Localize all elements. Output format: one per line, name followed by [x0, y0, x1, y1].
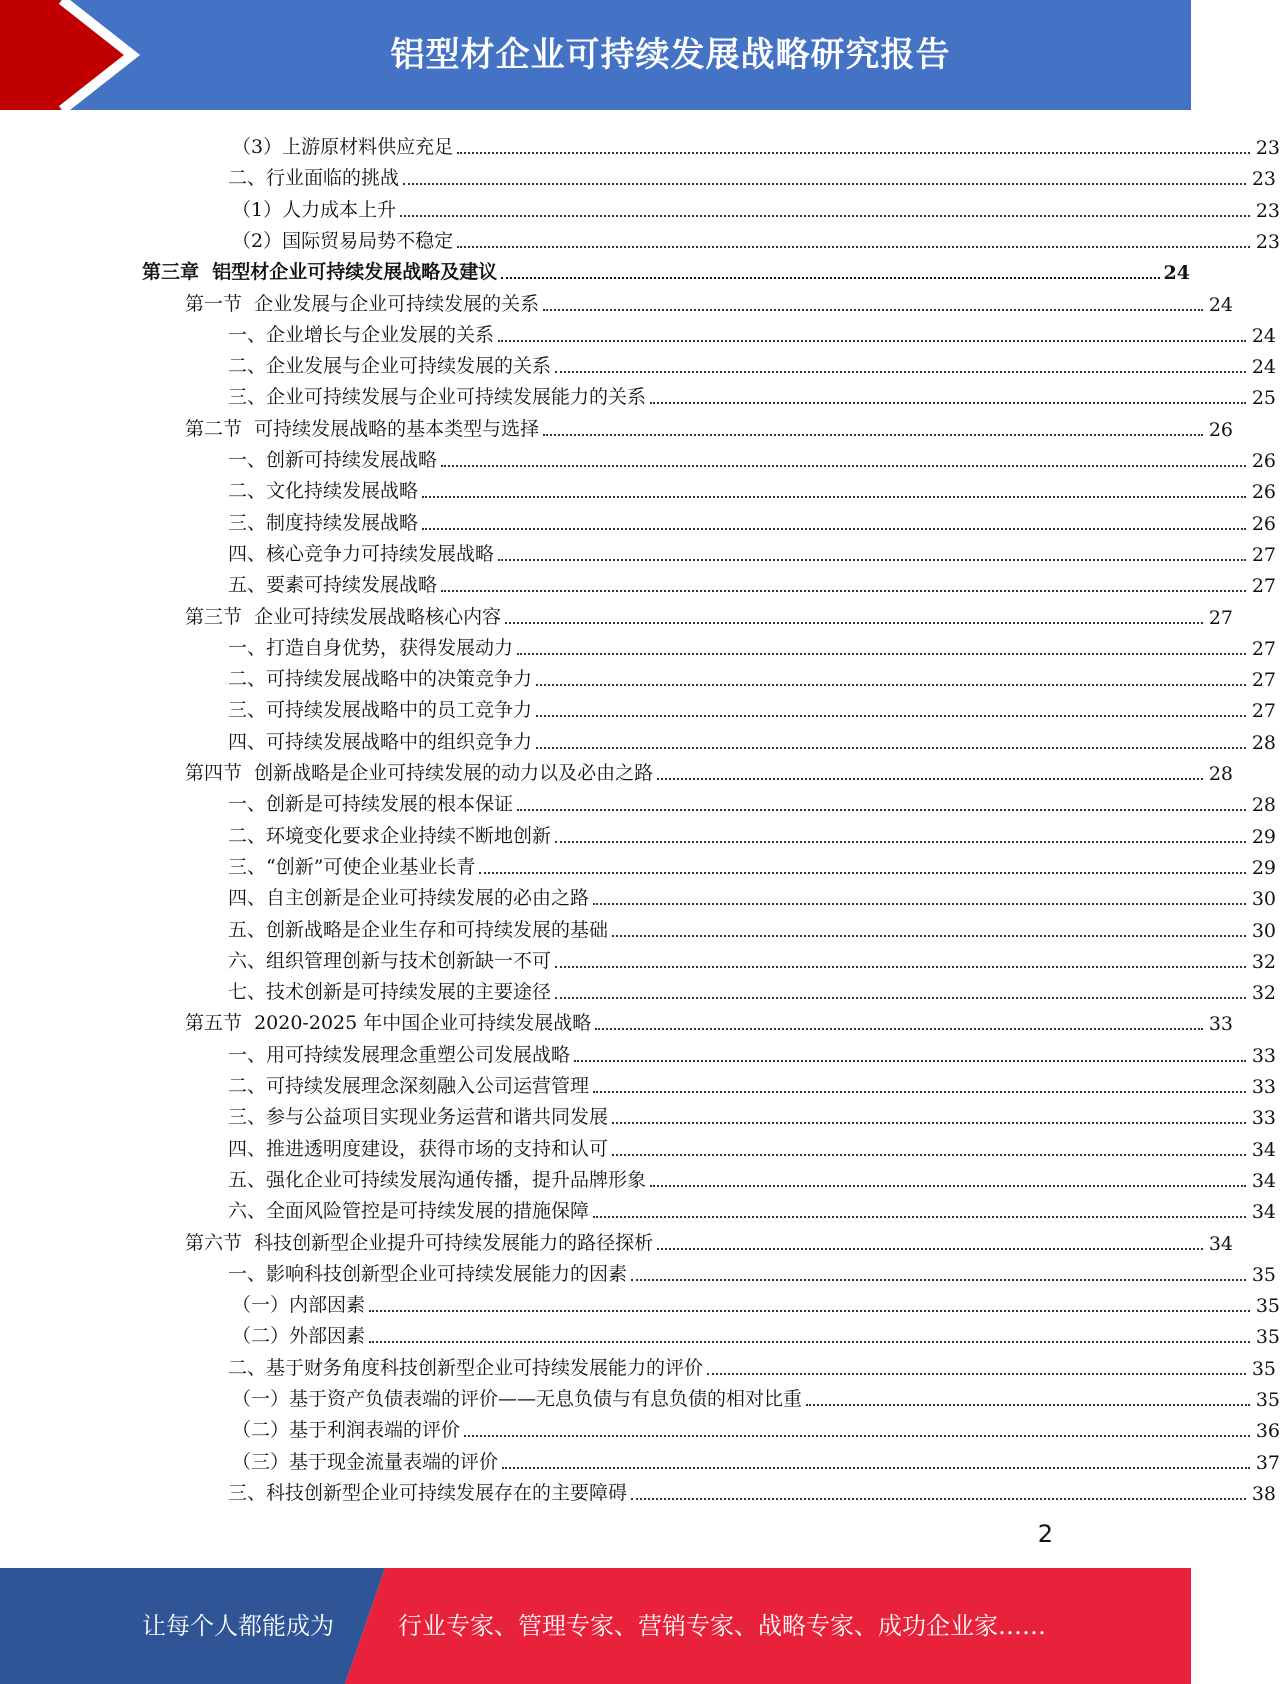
- toc-section-entry: [0, 1224, 1233, 1255]
- toc-leader-dots: [505, 622, 1203, 624]
- toc-leader-dots: [517, 809, 1246, 811]
- toc-entry: [0, 848, 1276, 879]
- toc-entry-page: 24: [1251, 356, 1276, 379]
- toc-entry-label: 第六节 科技创新型企业提升可持续发展能力的路径探析: [185, 1231, 654, 1254]
- toc-entry: [0, 1036, 1276, 1067]
- toc-entry: [0, 316, 1276, 347]
- toc-entry-page: 27: [1208, 606, 1233, 629]
- toc-entry: [0, 1411, 1280, 1442]
- toc-entry: [0, 347, 1276, 378]
- toc-entry-label: 第五节 2020-2025 年中国企业可持续发展战略: [185, 1012, 592, 1035]
- toc-entry-label: （一）内部因素: [232, 1294, 366, 1317]
- toc-entry-label: 一、创新可持续发展战略: [228, 449, 438, 471]
- toc-entry-label: （一）基于资产负债表端的评价——无息负债与有息负债的相对比重: [232, 1388, 803, 1410]
- toc-entry-label: 一、打造自身优势，获得发展动力: [228, 636, 514, 659]
- toc-leader-dots: [806, 1404, 1250, 1406]
- toc-entry-label: 二、可持续发展战略中的决策竞争力: [228, 668, 533, 691]
- toc-entry-label: 二、行业面临的挑战: [228, 167, 400, 190]
- toc-entry: [0, 1161, 1276, 1192]
- toc-leader-dots: [498, 340, 1246, 342]
- toc-entry-page: 32: [1251, 982, 1276, 1005]
- toc-entry: [0, 1255, 1276, 1286]
- toc-section-entry: [0, 754, 1233, 785]
- toc-entry-label: 二、环境变化要求企业持续不断地创新: [228, 824, 552, 847]
- toc-entry-page: 27: [1251, 575, 1276, 598]
- toc-entry: [0, 973, 1276, 1004]
- toc-entry-page: 33: [1251, 1107, 1276, 1130]
- footer-slogan-right: 行业专家、管理专家、营销专家、战略专家、成功企业家……: [398, 1612, 1046, 1640]
- toc-entry-page: 28: [1251, 794, 1276, 817]
- toc-leader-dots: [502, 1467, 1250, 1469]
- toc-entry: [0, 942, 1276, 973]
- toc-entry-label: 三、参与公益项目实现业务运营和谐共同发展: [228, 1106, 609, 1129]
- toc-entry-label: 三、制度持续发展战略: [228, 511, 419, 534]
- toc-leader-dots: [400, 215, 1250, 217]
- toc-entry-page: 33: [1251, 1076, 1276, 1098]
- toc-entry-page: 23: [1251, 168, 1276, 191]
- toc-entry: [0, 1098, 1276, 1129]
- toc-leader-dots: [403, 183, 1246, 185]
- toc-entry-page: 35: [1251, 1357, 1276, 1380]
- toc-entry-label: 五、创新战略是企业生存和可持续发展的基础: [228, 918, 609, 941]
- toc-entry: [0, 1130, 1276, 1161]
- toc-entry: [0, 1349, 1276, 1380]
- toc-leader-dots: [441, 465, 1246, 467]
- toc-entry-label: 五、要素可持续发展战略: [228, 574, 438, 597]
- toc-leader-dots: [457, 152, 1250, 154]
- toc-entry: [0, 1380, 1280, 1411]
- toc-entry-label: 第四节 创新战略是企业可持续发展的动力以及必由之路: [185, 762, 654, 784]
- toc-leader-dots: [657, 1248, 1203, 1250]
- toc-entry-page: 30: [1251, 919, 1276, 942]
- toc-entry-label: 一、影响科技创新型企业可持续发展能力的因素: [228, 1262, 628, 1285]
- toc-leader-dots: [464, 1435, 1250, 1437]
- toc-entry-label: 四、核心竞争力可持续发展战略: [228, 542, 495, 565]
- toc-leader-dots: [631, 1498, 1246, 1500]
- toc-leader-dots: [612, 935, 1246, 937]
- toc-entry: [0, 1286, 1280, 1317]
- toc-leader-dots: [631, 1279, 1246, 1281]
- toc-entry: [0, 1474, 1276, 1505]
- toc-entry-page: 28: [1251, 731, 1276, 754]
- toc-entry: [0, 191, 1280, 222]
- toc-leader-dots: [555, 841, 1246, 843]
- toc-entry-page: 35: [1255, 1295, 1280, 1318]
- toc-entry-label: 二、可持续发展理念深刻融入公司运营管理: [228, 1075, 590, 1097]
- toc-entry: [0, 911, 1276, 942]
- toc-entry-label: 三、企业可持续发展与企业可持续发展能力的关系: [228, 386, 647, 409]
- toc-entry: [0, 660, 1276, 691]
- toc-entry-page: 26: [1251, 512, 1276, 535]
- toc-entry-page: 32: [1251, 950, 1276, 973]
- header-banner: [0, 0, 1191, 110]
- toc-entry-label: 二、企业发展与企业可持续发展的关系: [228, 355, 552, 378]
- toc-leader-dots: [555, 371, 1246, 373]
- toc-entry-page: 34: [1251, 1201, 1276, 1224]
- toc-entry-label: 四、自主创新是企业可持续发展的必由之路: [228, 887, 590, 910]
- toc-entry-page: 34: [1208, 1232, 1233, 1255]
- toc-leader-dots: [612, 1122, 1246, 1124]
- toc-entry-page: 38: [1251, 1482, 1276, 1505]
- toc-chapter-entry: [0, 253, 1190, 284]
- toc-entry-page: 36: [1255, 1420, 1280, 1443]
- toc-entry-label: 第二节 可持续发展战略的基本类型与选择: [185, 417, 540, 440]
- toc-entry: [0, 378, 1276, 409]
- toc-entry-page: 23: [1255, 137, 1280, 159]
- toc-entry-page: 24: [1208, 293, 1233, 316]
- toc-entry-page: 24: [1163, 262, 1190, 285]
- toc-entry-page: 24: [1251, 324, 1276, 347]
- toc-entry-label: 第三节 企业可持续发展战略核心内容: [185, 605, 502, 628]
- toc-entry-label: 七、技术创新是可持续发展的主要途径: [228, 981, 552, 1004]
- toc-entry-page: 30: [1251, 888, 1276, 911]
- toc-entry: [0, 691, 1276, 722]
- report-title: 铝型材企业可持续发展战略研究报告: [390, 35, 951, 75]
- toc-entry-label: （1）人力成本上升: [232, 198, 397, 221]
- toc-leader-dots: [650, 1185, 1246, 1187]
- toc-entry-page: 29: [1251, 825, 1276, 848]
- toc-section-entry: [0, 598, 1233, 629]
- toc-entry-page: 27: [1251, 543, 1276, 566]
- toc-entry-label: 一、企业增长与企业发展的关系: [228, 323, 495, 346]
- toc-entry-page: 34: [1251, 1138, 1276, 1161]
- toc-leader-dots: [612, 1154, 1246, 1156]
- toc-leader-dots: [441, 590, 1246, 592]
- toc-entry-label: 三、可持续发展战略中的员工竞争力: [228, 699, 533, 722]
- toc-entry: [0, 629, 1276, 660]
- toc-leader-dots: [650, 402, 1246, 404]
- toc-leader-dots: [555, 966, 1246, 968]
- toc-entry-label: （二）基于利润表端的评价: [232, 1419, 461, 1442]
- toc-entry-page: 35: [1251, 1263, 1276, 1286]
- toc-entry: [0, 159, 1276, 190]
- toc-entry-page: 26: [1251, 450, 1276, 472]
- toc-leader-dots: [457, 246, 1250, 248]
- toc-entry: [0, 785, 1276, 816]
- toc-entry-page: 29: [1251, 856, 1276, 879]
- toc-entry-page: 27: [1251, 700, 1276, 723]
- toc-leader-dots: [555, 997, 1246, 999]
- page-number: 2: [1037, 1520, 1053, 1548]
- toc-leader-dots: [595, 1028, 1203, 1030]
- toc-entry-page: 23: [1255, 230, 1280, 253]
- toc-entry-label: 五、强化企业可持续发展沟通传播，提升品牌形象: [228, 1168, 647, 1191]
- toc-entry-page: 33: [1251, 1044, 1276, 1067]
- toc-section-entry: [0, 1004, 1233, 1035]
- toc-entry: [0, 1067, 1276, 1098]
- toc-entry: [0, 817, 1276, 848]
- toc-entry-label: （三）基于现金流量表端的评价: [232, 1450, 499, 1473]
- toc-leader-dots: [543, 309, 1203, 311]
- toc-entry-page: 28: [1208, 763, 1233, 785]
- toc-leader-dots: [593, 1216, 1246, 1218]
- toc-entry-label: （3）上游原材料供应充足: [232, 136, 454, 158]
- toc-leader-dots: [422, 496, 1246, 498]
- toc-leader-dots: [707, 1373, 1246, 1375]
- toc-leader-dots: [543, 434, 1203, 436]
- toc-leader-dots: [536, 715, 1246, 717]
- toc-entry-page: 25: [1251, 387, 1276, 410]
- toc-entry-label: 第三章 铝型材企业可持续发展战略及建议: [142, 261, 498, 284]
- toc-entry: [0, 1443, 1280, 1474]
- toc-leader-dots: [574, 1060, 1246, 1062]
- toc-leader-dots: [369, 1341, 1250, 1343]
- toc-entry-label: 六、全面风险管控是可持续发展的措施保障: [228, 1200, 590, 1223]
- toc-entry-page: 35: [1255, 1326, 1280, 1349]
- toc-entry: [0, 441, 1276, 472]
- footer-banner: [0, 1568, 1191, 1684]
- toc-leader-dots: [422, 528, 1246, 530]
- toc-leader-dots: [479, 872, 1246, 874]
- toc-entry-page: 26: [1251, 481, 1276, 504]
- toc-entry-label: （二）外部因素: [232, 1325, 366, 1348]
- toc-entry: [0, 222, 1280, 253]
- toc-section-entry: [0, 285, 1233, 316]
- toc-entry-label: （2）国际贸易局势不稳定: [232, 229, 454, 252]
- toc-entry-label: 一、创新是可持续发展的根本保证: [228, 793, 514, 816]
- toc-entry-label: 一、用可持续发展理念重塑公司发展战略: [228, 1043, 571, 1066]
- toc-entry-page: 35: [1255, 1389, 1280, 1411]
- toc-entry-label: 三、科技创新型企业可持续发展存在的主要障碍: [228, 1481, 628, 1504]
- toc-entry: [0, 472, 1276, 503]
- toc-leader-dots: [369, 1310, 1250, 1312]
- toc-leader-dots: [536, 747, 1246, 749]
- footer-slogan-left: 让每个人都能成为: [142, 1612, 334, 1640]
- toc-section-entry: [0, 410, 1233, 441]
- toc-entry-page: 27: [1251, 637, 1276, 660]
- toc-entry-label: 四、可持续发展战略中的组织竞争力: [228, 730, 533, 753]
- toc-leader-dots: [536, 684, 1246, 686]
- toc-entry: [0, 535, 1276, 566]
- toc-entry-label: 第一节 企业发展与企业可持续发展的关系: [185, 292, 540, 315]
- toc-entry-page: 34: [1251, 1169, 1276, 1192]
- toc-entry-label: 四、推进透明度建设，获得市场的支持和认可: [228, 1137, 609, 1160]
- toc-leader-dots: [593, 903, 1246, 905]
- toc-leader-dots: [593, 1091, 1246, 1093]
- toc-entry-page: 27: [1251, 669, 1276, 692]
- toc-entry: [0, 1192, 1276, 1223]
- toc-entry: [0, 128, 1280, 159]
- toc-entry: [0, 504, 1276, 535]
- toc-leader-dots: [657, 778, 1203, 780]
- toc-entry-page: 23: [1255, 199, 1280, 222]
- toc-leader-dots: [517, 653, 1246, 655]
- toc-entry: [0, 1317, 1280, 1348]
- toc-leader-dots: [498, 559, 1246, 561]
- toc-leader-dots: [501, 277, 1160, 279]
- toc-entry-page: 33: [1208, 1013, 1233, 1036]
- toc-entry-label: 二、基于财务角度科技创新型企业可持续发展能力的评价: [228, 1356, 704, 1379]
- toc-entry-label: 六、组织管理创新与技术创新缺一不可: [228, 949, 552, 972]
- toc-entry-page: 26: [1208, 418, 1233, 441]
- toc-entry: [0, 723, 1276, 754]
- toc-entry-page: 37: [1255, 1451, 1280, 1474]
- toc-entry: [0, 566, 1276, 597]
- toc-entry: [0, 879, 1276, 910]
- toc-entry-label: 三、“创新”可使企业基业长青: [228, 855, 476, 878]
- toc-entry-label: 二、文化持续发展战略: [228, 480, 419, 503]
